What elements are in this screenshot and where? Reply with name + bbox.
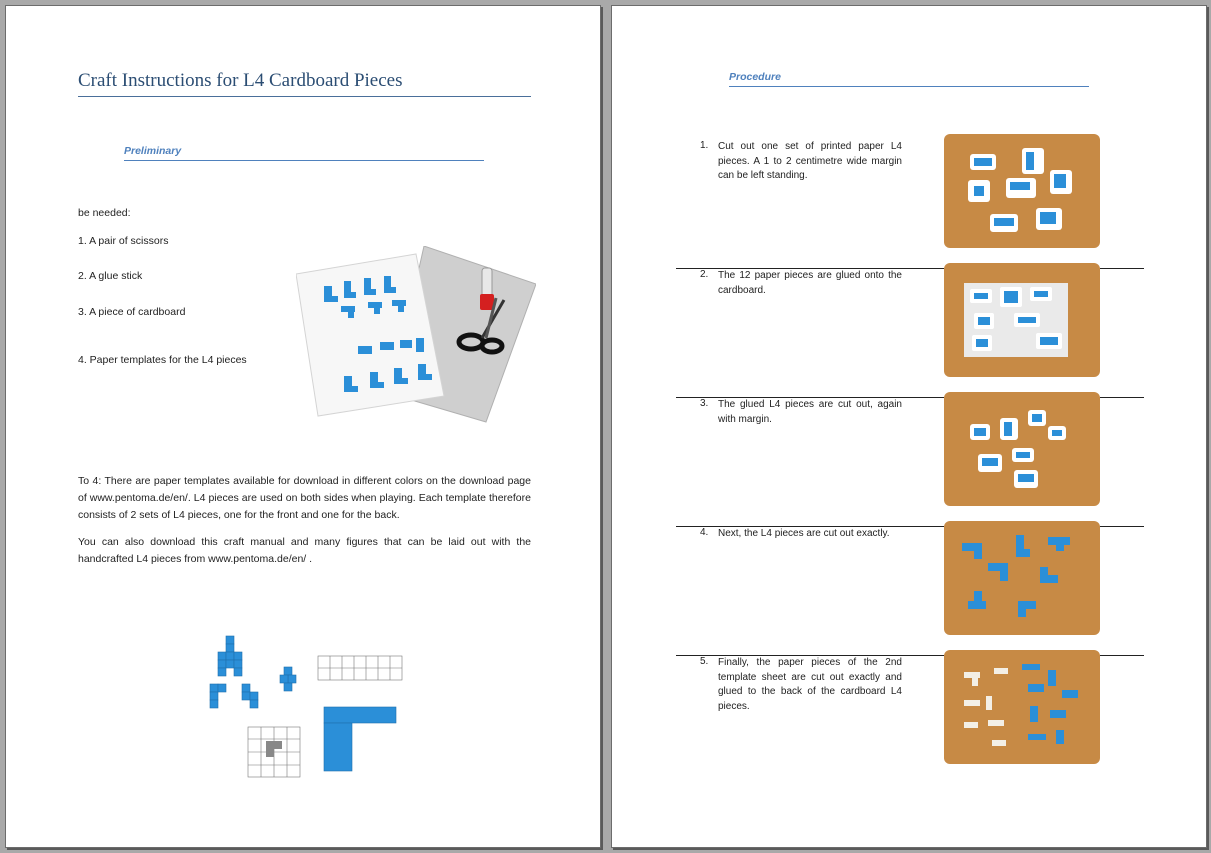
- supplies-photo: [296, 246, 536, 426]
- step-photo: [944, 263, 1100, 377]
- list-item: 1. A pair of scissors: [78, 235, 169, 247]
- procedure-step: [676, 398, 1138, 527]
- craft-manual-paragraph: You can also download this craft manual and many figures that can be laid out with the handcrafted L4 pieces from www.pentoma.de/en/ .: [78, 536, 531, 565]
- right-page: [611, 5, 1207, 848]
- list-item: 3. A piece of cardboard: [78, 306, 186, 318]
- procedure-step: [676, 527, 1138, 656]
- step-text: Next, the L4 pieces are cut out exactly.: [718, 528, 890, 539]
- list-item: 4. Paper templates for the L4 pieces: [78, 354, 247, 366]
- document-title: Craft Instructions for L4 Cardboard Pieces: [78, 70, 531, 97]
- step-number: 4.: [700, 527, 709, 538]
- step-number: 1.: [700, 140, 709, 151]
- be-needed-text: be needed:: [78, 207, 131, 219]
- procedure-step: [676, 140, 1138, 269]
- procedure-step: [676, 269, 1138, 398]
- procedure-heading: Procedure: [729, 71, 1089, 87]
- l4-figures-illustration: [206, 631, 406, 781]
- step-number: 3.: [700, 398, 709, 409]
- step-photo: [944, 650, 1100, 764]
- download-paragraph: To 4: There are paper templates available for download in different colors on the download page of www.pentoma.de/en/. L4 pieces are used on both sides when playing. Each template therefore consists of 2 sets of L4 pieces, one for the front and one for the back.: [78, 475, 531, 521]
- left-page: [5, 5, 601, 848]
- step-number: 5.: [700, 656, 709, 667]
- step-photo: [944, 392, 1100, 506]
- preliminary-heading: Preliminary: [124, 145, 484, 161]
- step-photo: [944, 521, 1100, 635]
- list-item: 2. A glue stick: [78, 270, 143, 282]
- procedure-step: [676, 656, 1138, 785]
- step-text: Cut out one set of printed paper L4 pieces. A 1 to 2 centimetre wide margin can be left standing.: [718, 141, 902, 181]
- step-photo: [944, 134, 1100, 248]
- step-text: Finally, the paper pieces of the 2nd template sheet are cut out exactly and glued to the back of the cardboard L4 pieces.: [718, 657, 902, 712]
- step-text: The glued L4 pieces are cut out, again with margin.: [718, 399, 902, 425]
- step-number: 2.: [700, 269, 709, 280]
- step-text: The 12 paper pieces are glued onto the cardboard.: [718, 270, 902, 296]
